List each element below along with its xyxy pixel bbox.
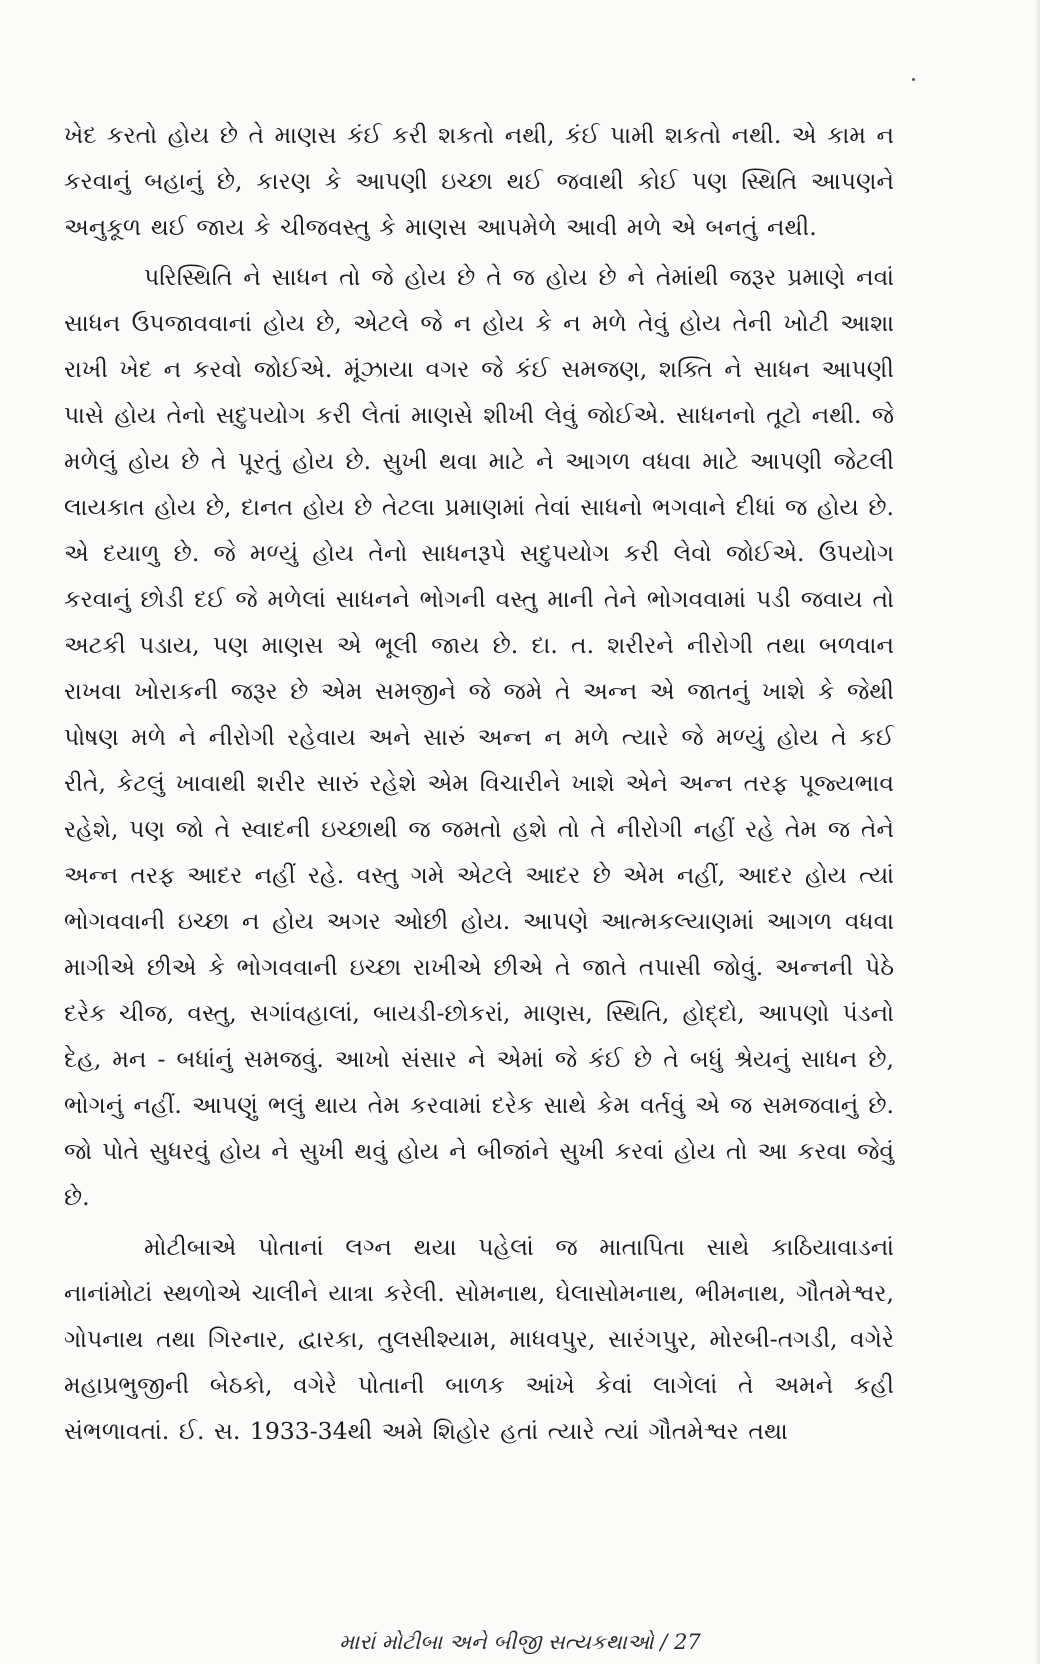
page-footer (0, 1630, 1040, 1655)
scan-speck (912, 78, 915, 81)
paragraph-continued: ખેદ કરતો હોય છે તે માણસ કંઈ કરી શકતો નથી, કંઈ પામી શકતો નથી. એ કામ ન કરવાનું બહાનું છે, કારણ કે આપણી ઇચ્છા થઈ જવાથી કોઈ પણ સ્થિતિ આપણને અનુકૂળ થઈ જાય કે ચીજવસ્તુ કે માણસ આપમેળે આવી મળે એ બનતું નથી. (64, 121, 894, 241)
book-title: મારાં મોટીબા અને બીજી સત્યકથાઓ (339, 1630, 654, 1654)
page-number: 27 (674, 1630, 701, 1654)
scan-edge-shadow (1034, 0, 1040, 1664)
paragraph: પરિસ્થિતિ ને સાધન તો જે હોય છે તે જ હોય છે ને તેમાંથી જરૂર પ્રમાણે નવાં સાધન ઉપજાવવાનાં હોય છે, એટલે જે ન હોય કે ન મળે તેવું હોય તેની ખોટી આશા રાખી ખેદ ન કરવો જોઈએ. મૂંઝાયા વગર જે કંઈ સમજણ, શક્તિ ને સાધન આપણી પાસે હોય તેનો સદુપયોગ કરી લેતાં માણસે શીખી લેવું જોઈએ. સાધનનો તૂટો નથી. જે મળેલું હોય છે તે પૂરતું હોય છે. સુખી થવા માટે ને આગળ વધવા માટે આપણી જેટલી લાયકાત હોય છે, દાનત હોય છે તેટલા પ્રમાણમાં તેવાં સાધનો ભગવાને દીધાં જ હોય છે. એ દયાળુ છે. જે મળ્યું હોય તેનો સાધનરૂપે સદુપયોગ કરી લેવો જોઈએ. ઉપયોગ કરવાનું છોડી દઈ જે મળેલાં સાધનને ભોગની વસ્તુ માની તેને ભોગવવામાં પડી જવાય તો અટકી પડાય, પણ માણસ એ ભૂલી જાય છે. દા. ત. શરીરને નીરોગી તથા બળવાન રાખવા ખોરાકની જરૂર છે એમ સમજીને જે જમે તે અન્ન એ જાતનું ખાશે કે જેથી પોષણ મળે ને નીરોગી રહેવાય અને સારું અન્ન ન મળે ત્યારે જે મળ્યું હોય તે કઈ રીતે, કેટલું ખાવાથી શરીર સારું રહેશે એમ વિચારીને ખાશે એને અન્ન તરફ પૂજ્યભાવ રહેશે, પણ જો તે સ્વાદની ઇચ્છાથી જ જમતો હશે તો તે નીરોગી નહીં રહે તેમ જ તેને અન્ન તરફ આદર નહીં રહે. વસ્તુ ગમે એટલે આદર છે એમ નહીં, આદર હોય ત્યાં ભોગવવાની ઇચ્છા ન હોય અગર ઓછી હોય. આપણે આત્મકલ્યાણમાં આગળ વધવા માગીએ છીએ કે ભોગવવાની ઇચ્છા રાખીએ છીએ તે જાતે તપાસી જોવું. અન્નની પેઠે દરેક ચીજ, વસ્તુ, સગાંવહાલાં, બાયડી-છોકરાં, માણસ, સ્થિતિ, હોદ્દો, આપણો પંડનો દેહ, મન - બધાંનું સમજવું. આખો સંસાર ને એમાં જે કંઈ છે તે બધું શ્રેયનું સાધન છે, ભોગનું નહીં. આપણું ભલું થાય તેમ કરવામાં દરેક સાથે કેમ વર્તવું એ જ સમજવાનું છે. જો પોતે સુધરવું હોય ને સુખી થવું હોય ને બીજાંને સુખી કરવાં હોય તો આ કરવા જેવું છે. (64, 263, 894, 1211)
footer-separator: / (660, 1630, 668, 1654)
paragraph: મોટીબાએ પોતાનાં લગ્ન થયા પહેલાં જ માતાપિતા સાથે કાઠિયાવાડનાં નાનાંમોટાં સ્થળોએ ચાલીને યાત્રા કરેલી. સોમનાથ, ઘેલાસોમનાથ, ભીમનાથ, ગૌતમેશ્વર, ગોપનાથ તથા ગિરનાર, દ્વારકા, તુલસીશ્યામ, માધવપુર, સારંગપુર, મોરબી-તગડી, વગેરે મહાપ્રભુજીની બેઠકો, વગેરે પોતાની બાળક આંખે કેવાં લાગેલાં તે અમને કહી સંભળાવતાં. ઈ. સ. 1933-34થી અમે શિહોર હતાં ત્યારે ત્યાં ગૌતમેશ્વર તથા (64, 1233, 894, 1445)
body-text (64, 112, 894, 1454)
